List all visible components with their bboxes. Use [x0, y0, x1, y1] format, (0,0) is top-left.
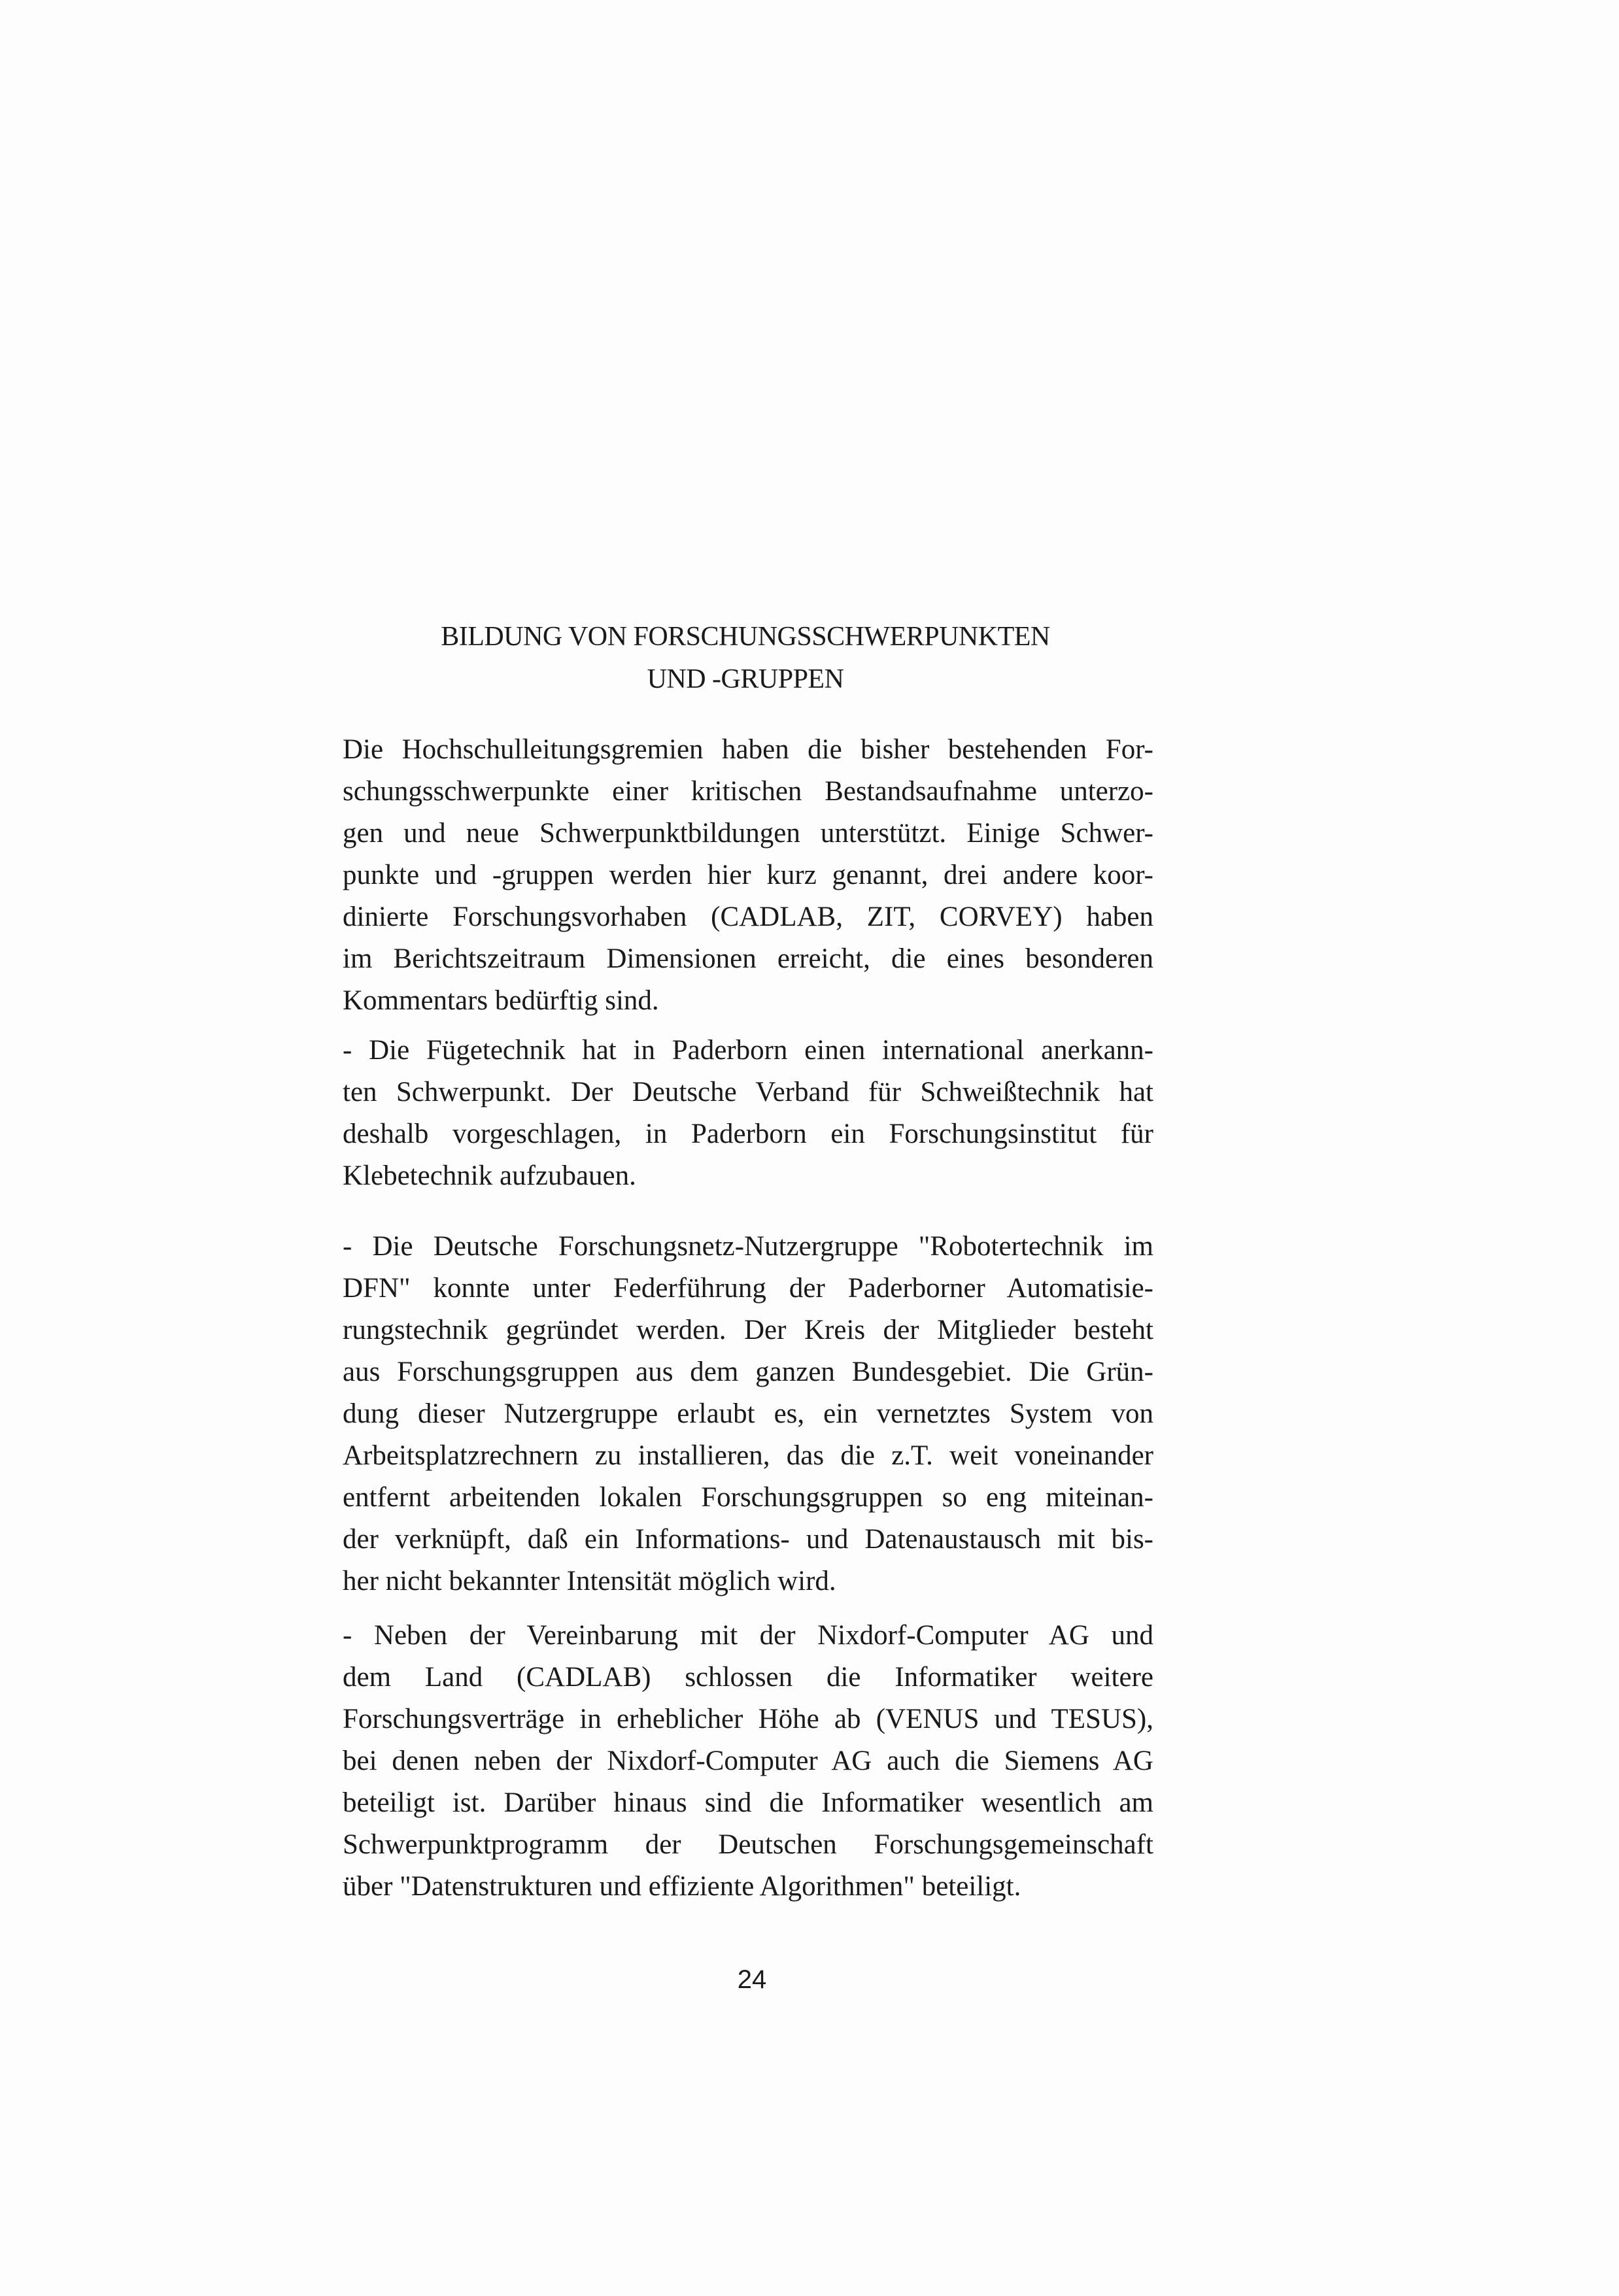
- paragraph-line: DFN" konnte unter Federführung der Paderborner Automatisie-: [343, 1273, 1153, 1304]
- paragraph-line: her nicht bekannter Intensität möglich wird.: [343, 1566, 836, 1596]
- paragraph-line: dung dieser Nutzergruppe erlaubt es, ein vernetztes System von: [343, 1398, 1153, 1429]
- heading-line-1: BILDUNG VON FORSCHUNGSSCHWERPUNKTEN: [441, 622, 1050, 652]
- paragraph-line: aus Forschungsgruppen aus dem ganzen Bundesgebiet. Die Grün-: [343, 1357, 1153, 1387]
- paragraph-line: Die Hochschulleitungsgremien haben die bisher bestehenden For-: [343, 734, 1153, 765]
- paragraph-line: - Die Deutsche Forschungsnetz-Nutzergruppe "Robotertechnik im: [343, 1231, 1153, 1262]
- paragraph-line: entfernt arbeitenden lokalen Forschungsgruppen so eng miteinan-: [343, 1482, 1153, 1513]
- paragraph-line: ten Schwerpunkt. Der Deutsche Verband für Schweißtechnik hat: [343, 1077, 1153, 1107]
- paragraph-line: - Neben der Vereinbarung mit der Nixdorf-Computer AG und: [343, 1620, 1153, 1651]
- paragraph-robotertechnik: [343, 1226, 1153, 1602]
- paragraph-line: bei denen neben der Nixdorf-Computer AG auch die Siemens AG: [343, 1746, 1153, 1776]
- paragraph-line: schungsschwerpunkte einer kritischen Bestandsaufnahme unterzo-: [343, 776, 1153, 807]
- heading-line-2: UND -GRUPPEN: [647, 664, 844, 694]
- paragraph-line: dem Land (CADLAB) schlossen die Informatiker weitere: [343, 1662, 1153, 1693]
- paragraph-line: Arbeitsplatzrechnern zu installieren, das die z.T. weit voneinander: [343, 1440, 1153, 1471]
- paragraph-line: - Die Fügetechnik hat in Paderborn einen international anerkann-: [343, 1035, 1153, 1066]
- paragraph-line: deshalb vorgeschlagen, in Paderborn ein Forschungsinstitut für: [343, 1119, 1153, 1149]
- paragraph-informatik: [343, 1615, 1153, 1908]
- paragraph-fuegetechnik: [343, 1030, 1153, 1197]
- paragraph-intro: [343, 729, 1153, 1022]
- paragraph-line: beteiligt ist. Darüber hinaus sind die Informatiker wesentlich am: [343, 1787, 1153, 1818]
- paragraph-line: Schwerpunktprogramm der Deutschen Forschungsgemeinschaft: [343, 1829, 1153, 1860]
- paragraph-line: über "Datenstrukturen und effiziente Algorithmen" beteiligt.: [343, 1871, 1021, 1902]
- paragraph-line: im Berichtszeitraum Dimensionen erreicht, die eines besonderen: [343, 943, 1153, 974]
- paragraph-line: rungstechnik gegründet werden. Der Kreis der Mitglieder besteht: [343, 1315, 1153, 1345]
- paragraph-line: Kommentars bedürftig sind.: [343, 985, 659, 1016]
- paragraph-line: Klebetechnik aufzubauen.: [343, 1160, 636, 1191]
- paragraph-line: der verknüpft, daß ein Informations- und Datenaustausch mit bis-: [343, 1524, 1153, 1555]
- page-number: 24: [737, 1965, 767, 1994]
- paragraph-line: punkte und -gruppen werden hier kurz genannt, drei andere koor-: [343, 860, 1153, 890]
- paragraph-line: Forschungsverträge in erheblicher Höhe ab (VENUS und TESUS),: [343, 1704, 1153, 1734]
- paragraph-line: dinierte Forschungsvorhaben (CADLAB, ZIT, CORVEY) haben: [343, 902, 1153, 932]
- paragraph-line: gen und neue Schwerpunktbildungen unterstützt. Einige Schwer-: [343, 818, 1153, 849]
